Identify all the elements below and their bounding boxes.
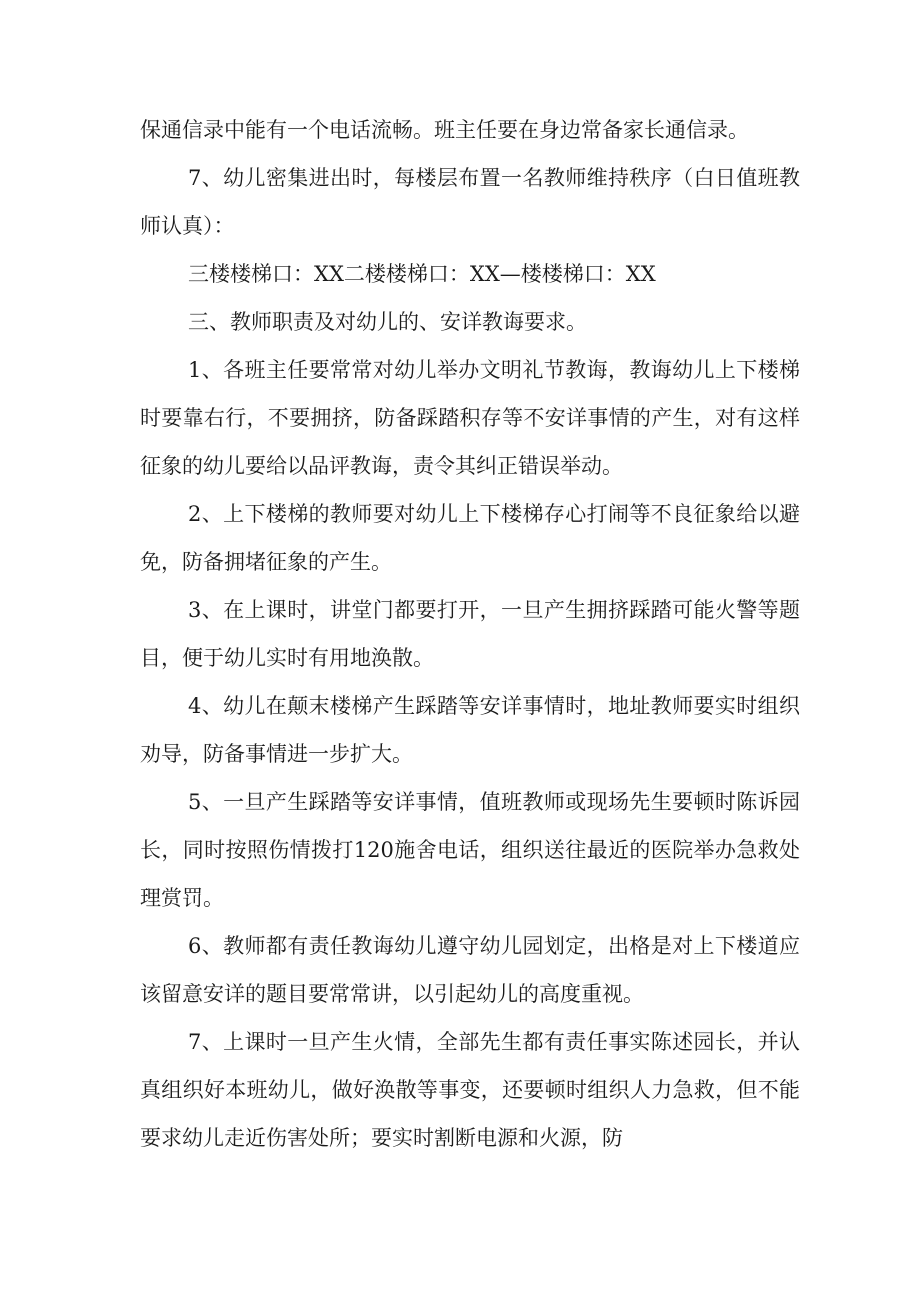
paragraph-8: 4、幼儿在颠末楼梯产生踩踏等安详事情时，地址教师要实时组织劝导，防备事情进一步扩大。: [140, 694, 800, 766]
section-heading: 三、教师职责及对幼儿的、安详教诲要求。: [188, 310, 587, 334]
paragraph-6: 2、上下楼梯的教师要对幼儿上下楼梯存心打闹等不良征象给以避免，防备拥堵征象的产生。: [140, 502, 800, 574]
paragraph-3: 三楼楼梯口：XX二楼楼梯口：XX—楼楼梯口：XX: [188, 262, 656, 286]
paragraph-7: 3、在上课时，讲堂门都要打开，一旦产生拥挤踩踏可能火警等题目，便于幼儿实时有用地涣散。: [140, 598, 800, 670]
paragraph-2: 7、幼儿密集进出时，每楼层布置一名教师维持秩序（白日值班教师认真）：: [140, 166, 800, 238]
paragraph-9: 5、一旦产生踩踏等安详事情，值班教师或现场先生要顿时陈诉园长，同时按照伤情拨打120施舍电话，组织送往最近的医院举办急救处理赏罚。: [140, 790, 800, 910]
paragraph-10: 6、教师都有责任教诲幼儿遵守幼儿园划定，出格是对上下楼道应该留意安详的题目要常常讲，以引起幼儿的高度重视。: [140, 934, 800, 1006]
paragraph-11: 7、上课时一旦产生火情，全部先生都有责任事实陈述园长，并认真组织好本班幼儿，做好涣散等事变，还要顿时组织人力急救，但不能要求幼儿走近伤害处所；要实时割断电源和火源，防: [140, 1030, 800, 1150]
document-body: [140, 106, 800, 1162]
paragraph-5: 1、各班主任要常常对幼儿举办文明礼节教诲，教诲幼儿上下楼梯时要靠右行，不要拥挤，防备踩踏积存等不安详事情的产生，对有这样征象的幼儿要给以品评教诲，责令其纠正错误举动。: [140, 358, 800, 478]
paragraph-1: 保通信录中能有一个电话流畅。班主任要在身边常备家长通信录。: [140, 118, 749, 142]
